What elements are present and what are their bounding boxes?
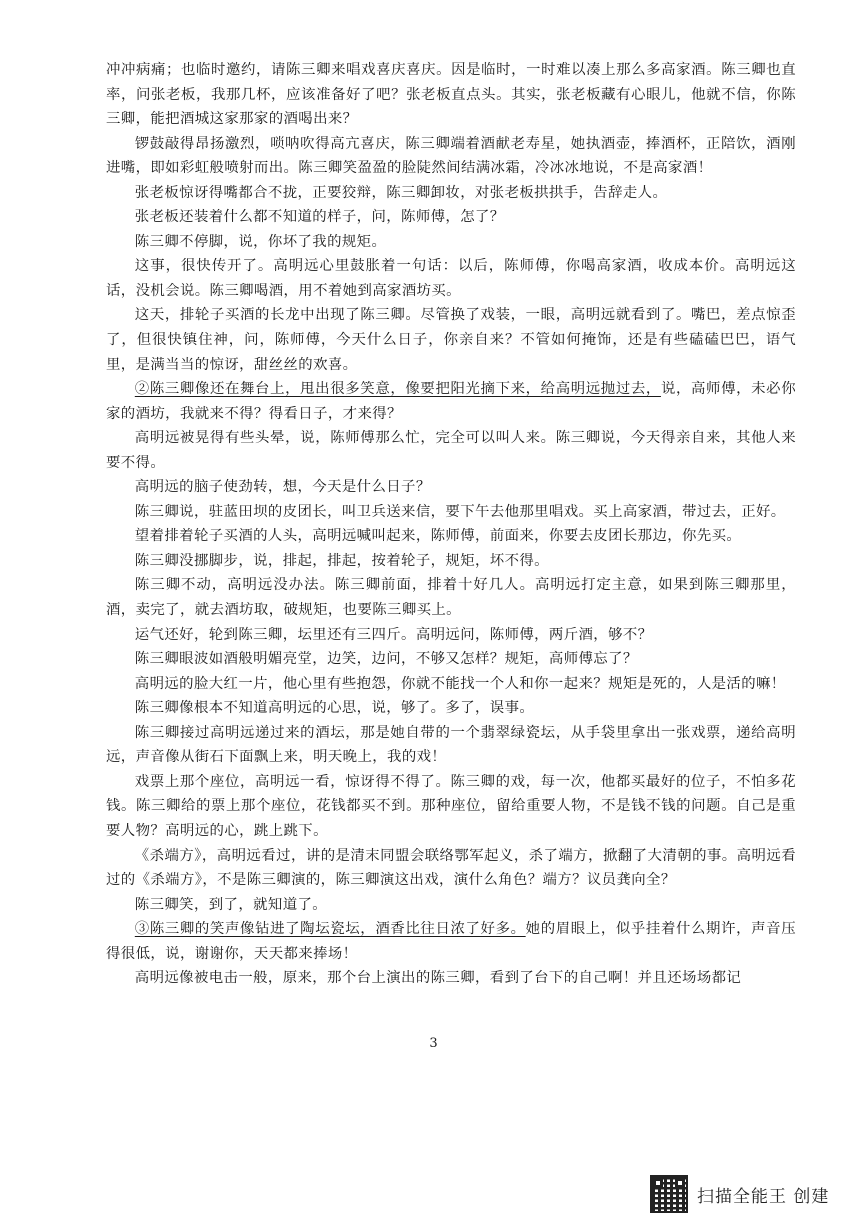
underlined-sentence-3: ③陈三卿的笑声像钻进了陶坛瓷坛，酒香比往日浓了好多。 [134,921,526,938]
paragraph: 张老板惊讶得嘴都合不拢，正要狡辩，陈三卿卸妆，对张老板拱拱手，告辞走人。 [134,184,668,201]
paragraph-rest: 说，高师傅，未必你家的酒坊，我就来不得？得看日子，才来得？ [106,381,796,422]
paragraph: 高明远像被电击一般，原来，那个台上演出的陈三卿，看到了台下的自己啊！并且还场场都记 [134,970,742,987]
paragraph: 陈三卿不动，高明远没办法。陈三卿前面，排着十好几人。高明远打定主意，如果到陈三卿那里，酒，卖完了，就去酒坊取，破规矩，也要陈三卿买上。 [106,577,796,619]
paragraph: 《杀端方》，高明远看过，讲的是清末同盟会联络鄂军起义，杀了端方，掀翻了大清朝的事。高明远看过的《杀端方》，不是陈三卿演的，陈三卿演这出戏，演什么角色？端方？议员龚向全？ [106,847,796,889]
qr-code-icon [650,1175,688,1213]
paragraph: 陈三卿像根本不知道高明远的心思，说，够了。多了，误事。 [134,700,535,717]
paragraph: 戏票上那个座位，高明远一看，惊讶得不得了。陈三卿的戏，每一次，他都买最好的位子，不怕多花钱。陈三卿给的票上那个座位，花钱都买不到。那种座位，留给重要人物，不是钱不钱的问题。自己是重要人物？高明远的心，跳上跳下。 [106,773,796,839]
document-body [106,58,796,991]
paragraph: 望着排着轮子买酒的人头，高明远喊叫起来，陈师傅，前面来，你要去皮团长那边，你先买。 [134,528,742,545]
paragraph: 陈三卿接过高明远递过来的酒坛，那是她自带的一个翡翠绿瓷坛，从手袋里拿出一张戏票，递给高明远，声音像从街石下面飘上来，明天晚上，我的戏！ [106,724,796,766]
paragraph-underlined [106,917,796,966]
paragraph-underlined [106,377,796,426]
watermark-text: 扫描全能王 创建 [697,1186,830,1207]
paragraph: 陈三卿笑，到了，就知道了。 [134,896,328,913]
paragraph: 冲冲病痛；也临时邀约，请陈三卿来唱戏喜庆喜庆。因是临时，一时难以凑上那么多高家酒。陈三卿也直率，问张老板，我那几杯，应该准备好了吧？张老板直点头。其实，张老板藏有心眼儿，他就不信，你陈三卿，能把酒城这家那家的酒喝出来？ [106,62,796,128]
paragraph: 陈三卿眼波如酒般明媚亮堂，边笑，边问，不够又怎样？规矩，高师傅忘了？ [134,651,638,668]
paragraph: 这天，排轮子买酒的长龙中出现了陈三卿。尽管换了戏装，一眼，高明远就看到了。嘴巴，差点惊歪了，但很快镇住神，问，陈师傅，今天什么日子，你亲自来？不管如何掩饰，还是有些磕磕巴巴，语气里，是满当当的惊讶，甜丝丝的欢喜。 [106,307,796,373]
underlined-sentence-2: ②陈三卿像还在舞台上，甩出很多笑意，像要把阳光摘下来，给高明远抛过去， [134,381,661,398]
paragraph: 陈三卿不停脚，说，你坏了我的规矩。 [134,233,387,250]
paragraph: 张老板还装着什么都不知道的样子，问，陈师傅，怎了？ [134,209,505,226]
paragraph: 运气还好，轮到陈三卿，坛里还有三四斤。高明远问，陈师傅，两斤酒，够不？ [134,626,653,643]
scanner-watermark [650,1174,829,1214]
paragraph: 高明远被晃得有些头晕，说，陈师傅那么忙，完全可以叫人来。陈三卿说，今天得亲自来，其他人来要不得。 [106,430,796,471]
paragraph: 这事，很快传开了。高明远心里鼓胀着一句话：以后，陈师傅，你喝高家酒，收成本价。高明远这话，没机会说。陈三卿喝酒，用不着她到高家酒坊买。 [106,258,796,299]
paragraph: 高明远的脸大红一片，他心里有些抱怨，你就不能找一个人和你一起来？规矩是死的，人是活的嘛！ [134,675,786,692]
paragraph: 陈三卿说，驻蓝田坝的皮团长，叫卫兵送来信，要下午去他那里唱戏。买上高家酒，带过去，正好。 [134,503,786,520]
paragraph: 高明远的脑子使劲转，想，今天是什么日子？ [134,479,431,496]
paragraph-rest: 她的眉眼上，似乎挂着什么期许，声音压得很低，说，谢谢你，天天都来捧场！ [106,921,797,962]
paragraph: 陈三卿没挪脚步，说，排起，排起，按着轮子，规矩，坏不得。 [134,552,549,569]
paragraph: 锣鼓敲得昂扬激烈，唢呐吹得高亢喜庆，陈三卿端着酒献老寿星，她执酒壶，捧酒杯，正陪饮，酒刚进嘴，即如彩虹般喷射而出。陈三卿笑盈盈的脸陡然间结满冰霜，冷冰冰地说，不是高家酒！ [106,135,796,177]
page-number: 3 [429,1036,438,1051]
